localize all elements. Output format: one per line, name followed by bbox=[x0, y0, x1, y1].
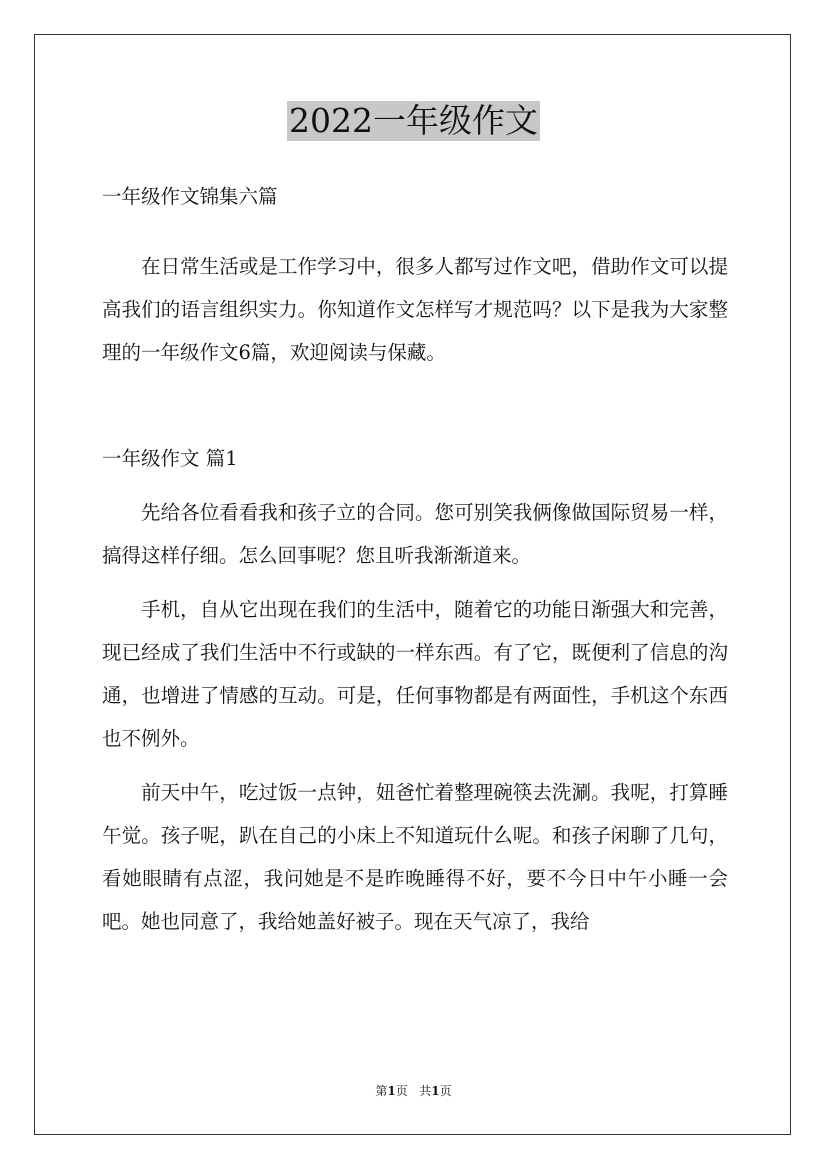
total-pages: 1 bbox=[431, 1084, 440, 1098]
body-paragraph: 先给各位看看我和孩子立的合同。您可别笑我俩像做国际贸易一样，搞得这样仔细。怎么回事呢？您且听我渐渐道来。 bbox=[102, 501, 728, 567]
intro-paragraph: 在日常生活或是工作学习中，很多人都写过作文吧，借助作文可以提高我们的语言组织实力。你知道作文怎样写才规范吗？以下是我为大家整理的一年级作文6篇，欢迎阅读与保藏。 bbox=[102, 255, 728, 364]
body-paragraph: 前天中午，吃过饭一点钟，妞爸忙着整理碗筷去洗涮。我呢，打算睡午觉。孩子呢，趴在自己的小床上不知道玩什么呢。和孩子闲聊了几句，看她眼睛有点涩，我问她是不是昨晚睡得不好，要不今日中午小睡一会吧。她也同意了，我给她盖好被子。现在天气凉了，我给 bbox=[102, 781, 728, 933]
section-heading: 一年级作文 篇1 bbox=[102, 447, 238, 470]
document-title: 2022一年级作文 bbox=[289, 101, 538, 140]
body-paragraph: 手机，自从它出现在我们的生活中，随着它的功能日渐强大和完善，现已经成了我们生活中不行或缺的一样东西。有了它，既便利了信息的沟通，也增进了情感的互动。可是，任何事物都是有两面性，手机这个东西也不例外。 bbox=[102, 598, 728, 750]
document-subtitle: 一年级作文锦集六篇 bbox=[102, 185, 278, 208]
document-body bbox=[102, 175, 728, 943]
page-label-prefix: 第 bbox=[375, 1084, 388, 1098]
title-container bbox=[0, 101, 827, 141]
page-footer bbox=[0, 1083, 827, 1099]
total-label-suffix: 页 bbox=[439, 1084, 452, 1098]
page-label-suffix: 页 bbox=[395, 1084, 408, 1098]
total-label-prefix: 共 bbox=[419, 1084, 432, 1098]
page-number: 1 bbox=[387, 1084, 396, 1098]
